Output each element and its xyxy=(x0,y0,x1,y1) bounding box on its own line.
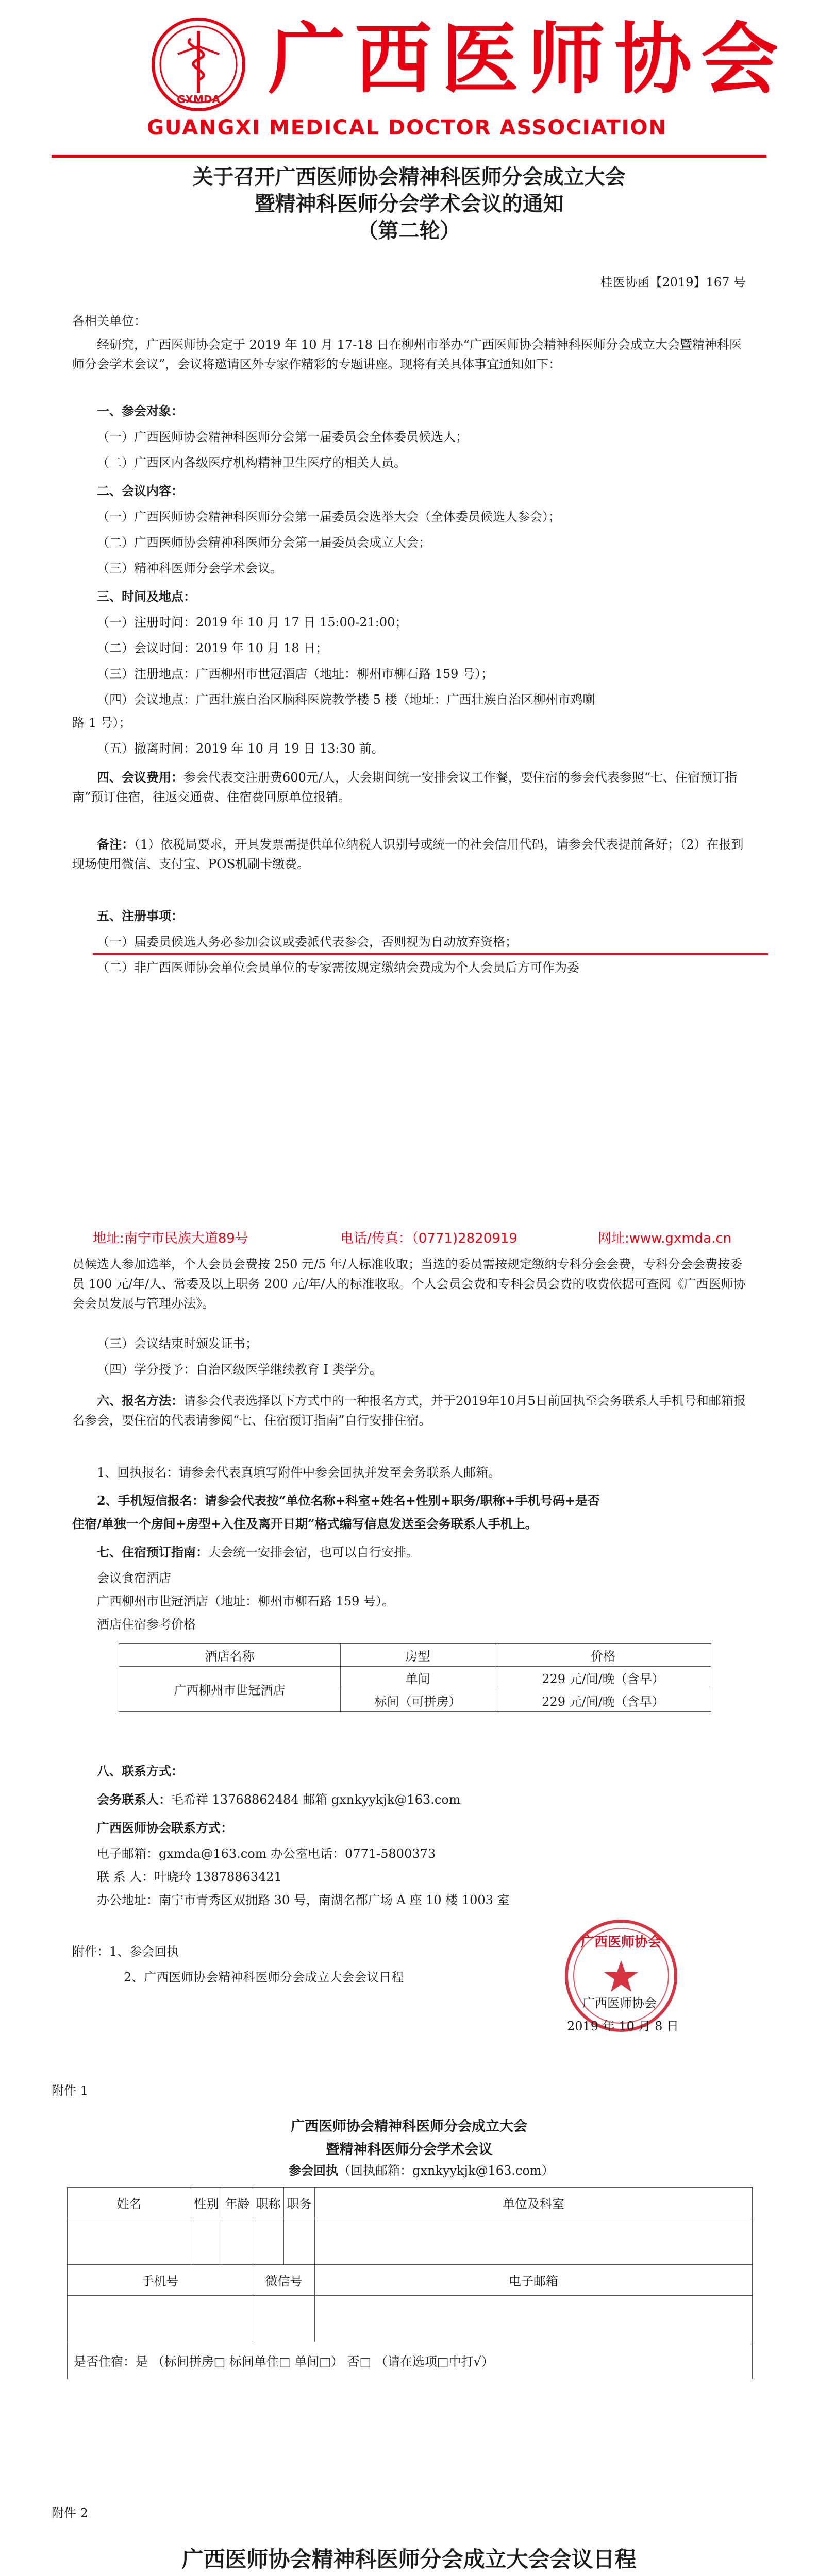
hotel-header-price: 价格 xyxy=(495,1644,711,1667)
section6-item1: 1、回执报名：请参会代表真填写附件中参会回执并发至会务联系人邮箱。 xyxy=(97,1465,501,1480)
section1-item1: （一）广西医师协会精神科医师分会第一届委员会全体委员候选人； xyxy=(97,430,468,444)
hotel-label: 会议食宿酒店 xyxy=(97,1571,171,1585)
section6-item2: 2、手机短信报名：请参会代表按“单位名称+科室+姓名+性别+职务/职称+手机号码+是否 xyxy=(97,1493,600,1508)
footer-phone: 电话/传真：（0771)2820919 xyxy=(340,1231,517,1246)
association-contact-label: 广西医师协会联系方式： xyxy=(97,1820,233,1835)
section5-item1: （一）届委员候选人务必参加会议或委派代表参会，否则视为自动放弃资格； xyxy=(97,935,517,949)
letterhead xyxy=(0,0,818,155)
room-price-cell: 229 元/间/晚（含早） xyxy=(495,1667,711,1689)
form-unit-header: 单位及科室 xyxy=(315,2188,753,2218)
signature-date: 2019 年 10 月 8 日 xyxy=(567,2019,679,2033)
section5-item2-cont: 员候选人参加选举，个人会员会费按 250 元/5 年/人标准收取；当选的委员需按规定缴纳专科分会会费，专科分会会费按委员 100 元/年/人、常委及以上职务 200 元/年/人的标准收取。个人会员会费和专科会员会费的收费依据可查阅《广西医师协会会员发展与管理办法》。 xyxy=(72,1257,746,1311)
form-email-input[interactable] xyxy=(315,2296,753,2342)
room-type-cell: 单间 xyxy=(341,1667,495,1689)
section5-item2: （二）非广西医师协会单位会员单位的专家需按规定缴纳会费成为个人会员后方可作为委 xyxy=(97,960,579,975)
hotel-name-cell: 广西柳州市世冠酒店 xyxy=(119,1667,341,1712)
form-age-header: 年龄 xyxy=(222,2188,253,2218)
doc-title-line1: 关于召开广西医师协会精神科医师分会成立大会 xyxy=(192,165,626,189)
hotel-header-room: 房型 xyxy=(341,1644,495,1667)
attachment1-title2: 暨精神科医师分会学术会议 xyxy=(325,2142,493,2158)
svg-text:广西医师协会: 广西医师协会 xyxy=(580,1935,662,1950)
hotel-address: 广西柳州市世冠酒店（地址：柳州市柳石路 159 号）。 xyxy=(97,1594,395,1608)
svg-text:GXMDA: GXMDA xyxy=(177,93,220,106)
section3-item4: （四）会议地点：广西壮族自治区脑科医院教学楼 5 楼（地址：广西壮族自治区柳州市鸡喇 xyxy=(97,692,595,707)
note-paragraph: 备注：（1）依税局要求，开具发票需提供单位纳税人识别号或统一的社会信用代码，请参会代表提前备好；（2）在报到现场使用微信、支付宝、POS机刷卡缴费。 xyxy=(72,837,744,871)
form-name-input[interactable] xyxy=(68,2218,191,2265)
signature-org: 广西医师协会 xyxy=(582,1996,657,2010)
form-phone-header: 手机号 xyxy=(68,2265,253,2296)
section5-title: 五、注册事项： xyxy=(97,908,183,923)
association-logo-icon xyxy=(149,15,247,113)
doc-number: 桂医协函【2019】167 号 xyxy=(600,275,746,290)
section3-item3: （三）注册地点：广西柳州市世冠酒店（地址：柳州市柳石路 159 号）； xyxy=(97,667,494,681)
attachment1-title1: 广西医师协会精神科医师分会成立大会 xyxy=(291,2119,527,2134)
hotel-price-table xyxy=(119,1643,711,1712)
attachment-list-2: 2、广西医师协会精神科医师分会成立大会会议日程 xyxy=(124,1970,404,1985)
form-title-header: 职称 xyxy=(253,2188,284,2218)
footer-website: 网址:www.gxmda.cn xyxy=(598,1231,732,1246)
section3-title: 三、时间及地点： xyxy=(97,589,196,604)
form-gender-input[interactable] xyxy=(191,2218,222,2265)
hotel-price-label: 酒店住宿参考价格 xyxy=(97,1617,196,1632)
org-name: 广西医师协会 xyxy=(268,14,788,105)
section5-item4: （四）学分授予：自治区级医学继续教育 I 类学分。 xyxy=(97,1362,382,1377)
form-wechat-header: 微信号 xyxy=(253,2265,315,2296)
association-email: 电子邮箱：gxmda@163.com 办公室电话：0771-5800373 xyxy=(97,1846,436,1861)
section2-title: 二、会议内容： xyxy=(97,483,183,498)
form-email-header: 电子邮箱 xyxy=(315,2265,753,2296)
contacts-title: 八、联系方式： xyxy=(97,1764,183,1778)
section6-paragraph: 六、报名方法：请参会代表选择以下方式中的一种报名方式，并于2019年10月5日前回执至会务联系人手机号和邮箱报名参会，要住宿的代表请参阅“七、住宿预订指南”自行安排住宿。 xyxy=(72,1393,746,1428)
intro-paragraph: 经研究，广西医师协会定于 2019 年 10 月 17-18 日在柳州市举办“广西医师协会精神科医师分会成立大会暨精神科医师分会学术会议”，会议将邀请区外专家作精彩的专题讲座。现将有关具体事宜通知如下： xyxy=(72,337,742,371)
attachment1-label: 附件 1 xyxy=(52,2083,88,2098)
header-divider xyxy=(52,155,766,158)
section2-item3: （三）精神科医师分会学术会议。 xyxy=(97,561,282,575)
section3-item5: （五）撤离时间：2019 年 10 月 19 日 13:30 前。 xyxy=(97,741,384,756)
form-position-header: 职务 xyxy=(284,2188,315,2218)
section6-item2-cont: 住宿/单独一个房间+房型+入住及离开日期”格式编写信息发送至会务联系人手机上。 xyxy=(72,1516,538,1531)
attachment-list-1: 附件：1、参会回执 xyxy=(72,1944,179,1959)
section2-item2: （二）广西医师协会精神科医师分会第一届委员会成立大会； xyxy=(97,535,431,550)
hotel-header-name: 酒店名称 xyxy=(119,1644,341,1667)
registration-form-table xyxy=(67,2187,753,2379)
form-age-input[interactable] xyxy=(222,2218,253,2265)
room-type-cell: 标间（可拼房） xyxy=(341,1689,495,1712)
form-wechat-input[interactable] xyxy=(253,2296,315,2342)
form-accommodation-row[interactable]: 是否住宿：是 （标间拼房□ 标间单住□ 单间□） 否□ （请在选项□中打√） xyxy=(68,2342,753,2379)
form-phone-input[interactable] xyxy=(68,2296,253,2342)
org-name-en: GUANGXI MEDICAL DOCTOR ASSOCIATION xyxy=(147,116,667,140)
form-gender-header: 性别 xyxy=(191,2188,222,2218)
attachment1-subtitle: 参会回执（回执邮箱：gxnkyykjk@163.com） xyxy=(289,2163,554,2178)
affairs-contact: 会务联系人：毛希祥 13768862484 邮箱 gxnkyykjk@163.com xyxy=(97,1792,461,1807)
attachment2-title: 广西医师协会精神科医师分会成立大会会议日程 xyxy=(181,2547,637,2572)
section2-item1: （一）广西医师协会精神科医师分会第一届委员会选举大会（全体委员候选人参会）； xyxy=(97,510,561,524)
section4-paragraph: 四、会议费用：参会代表交注册费600元/人，大会期间统一安排会议工作餐，要住宿的参会代表参照“七、住宿预订指南”预订住宿，往返交通费、住宿费回原单位报销。 xyxy=(72,770,738,804)
section3-item2: （二）会议时间：2019 年 10 月 18 日； xyxy=(97,641,328,655)
association-person: 联 系 人：叶晓玲 13878863421 xyxy=(97,1870,282,1884)
footer-address: 地址:南宁市民族大道89号 xyxy=(93,1231,248,1246)
section7-line: 七、住宿预订指南：大会统一安排会宿，也可以自行安排。 xyxy=(97,1545,419,1560)
section3-item1: （一）注册时间：2019 年 10 月 17 日 15:00-21:00； xyxy=(97,615,408,630)
letterhead-footer xyxy=(0,1224,818,1252)
form-name-header: 姓名 xyxy=(68,2188,191,2218)
section3-item4-cont: 路 1 号）； xyxy=(72,716,131,730)
form-title-input[interactable] xyxy=(253,2218,284,2265)
highlight-underline xyxy=(93,953,768,955)
doc-title-line3: （第二轮） xyxy=(357,218,461,243)
attachment2-label: 附件 2 xyxy=(52,2506,88,2520)
section5-item3: （三）会议结束时颁发证书； xyxy=(97,1336,258,1351)
form-unit-input[interactable] xyxy=(315,2218,753,2265)
salutation: 各相关单位： xyxy=(72,314,146,328)
association-address: 办公地址：南宁市青秀区双拥路 30 号，南湖名都广场 A 座 10 楼 1003 室 xyxy=(97,1893,510,1907)
doc-title-line2: 暨精神科医师分会学术会议的通知 xyxy=(254,192,564,216)
room-price-cell: 229 元/间/晚（含早） xyxy=(495,1689,711,1712)
form-position-input[interactable] xyxy=(284,2218,315,2265)
section1-item2: （二）广西区内各级医疗机构精神卫生医疗的相关人员。 xyxy=(97,455,406,470)
section1-title: 一、参会对象： xyxy=(97,403,183,418)
